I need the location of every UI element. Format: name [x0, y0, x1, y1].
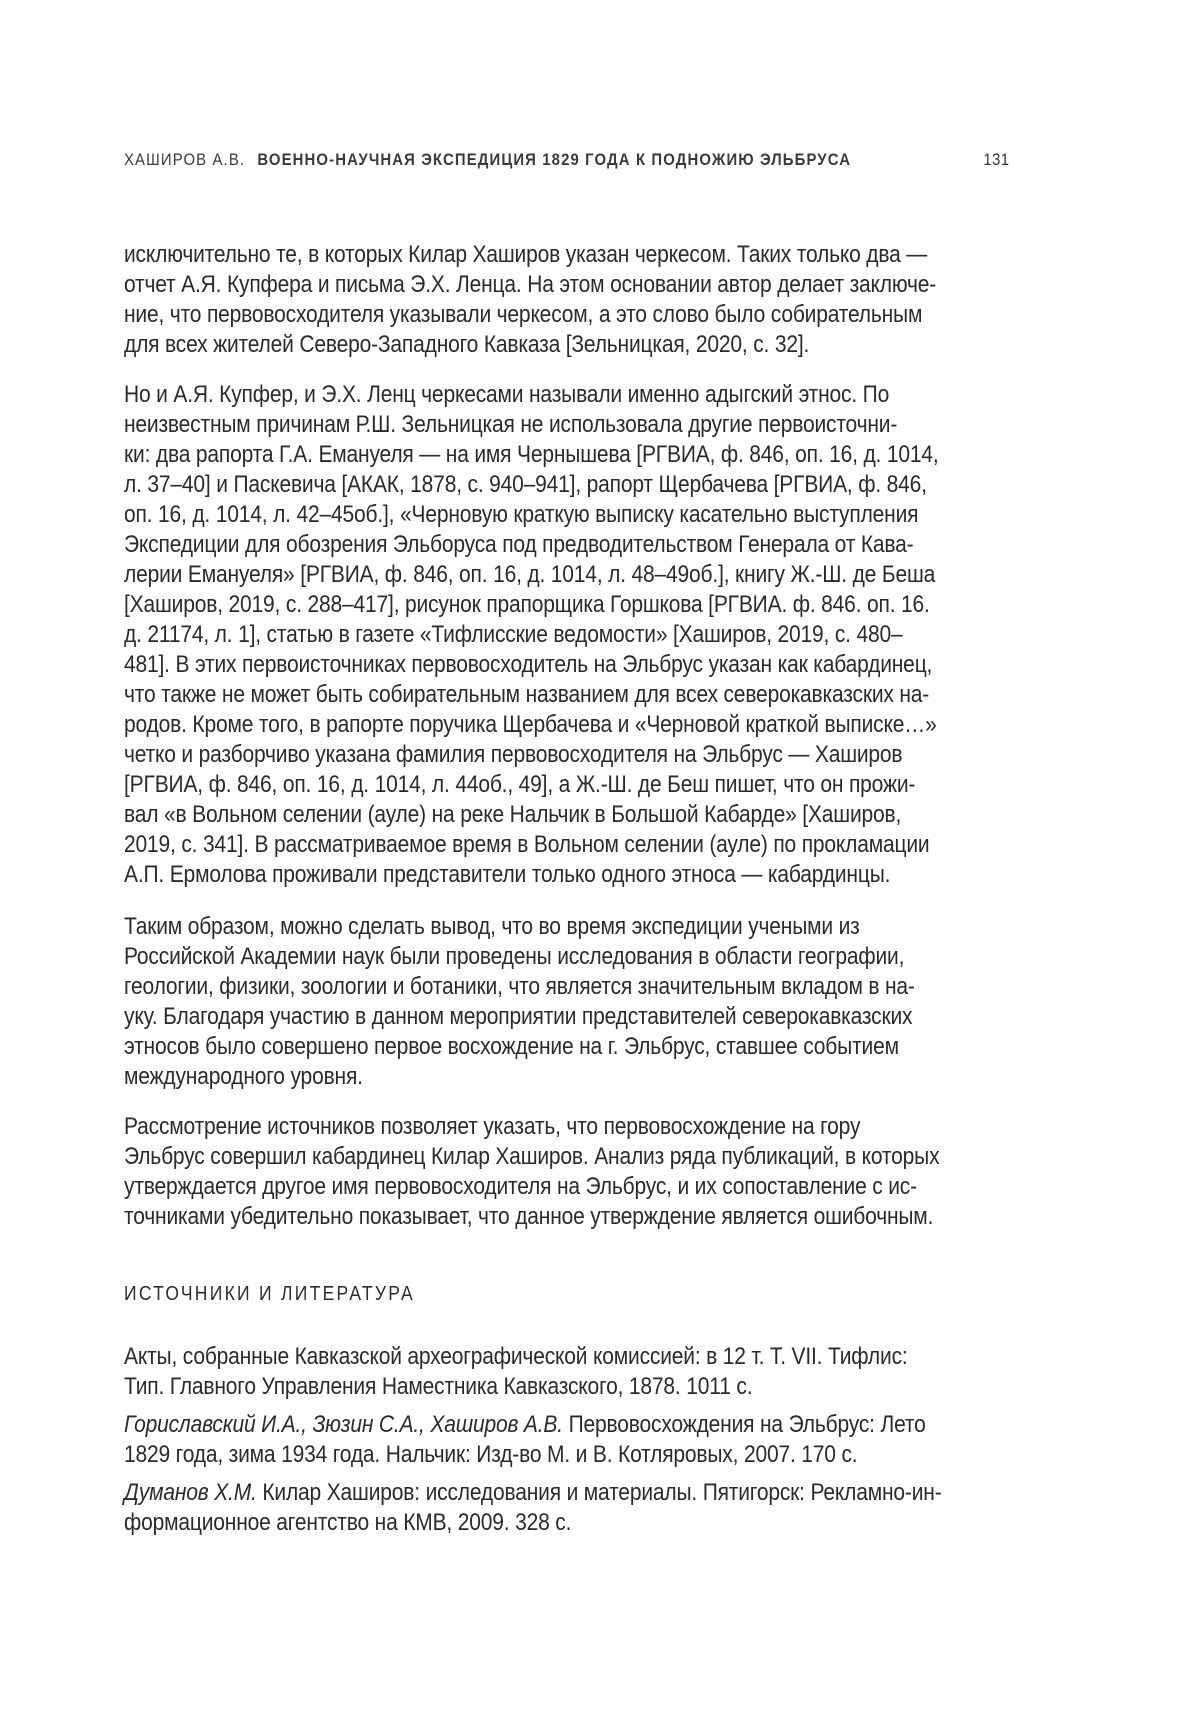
paragraph-4: Рассмотрение источников позволяет указать, что первовосхождение на гору Эльбрус совершил кабардинец Килар Хаширов. Анализ ряда публикаций, в которых утверждается другое имя первовосходителя на Эльбрус, и их сопоставление с ис- точниками убедительно показывает, что данное утверждение является ошибочным. — [124, 1113, 940, 1230]
paragraph-1: исключительно те, в которых Килар Хаширов указан черкесом. Таких только два — отчет А.Я. Купфера и письма Э.Х. Ленца. На этом основании автор делает заключе- ние, что первовосходителя указывали черкесом, а это слово было собирательным для всех жителей Северо-Западного Кавказа [Зельницкая, 2020, с. 32]. — [124, 241, 937, 358]
sources-and-literature-heading: ИСТОЧНИКИ И ЛИТЕРАТУРА — [124, 1283, 415, 1305]
bib-entry-authors: Гориславский И.А., Зюзин С.А., Хаширов А.В. — [124, 1411, 563, 1438]
text-column — [124, 150, 1010, 1538]
paragraph-3: Таким образом, можно сделать вывод, что во время экспедиции учеными из Российской Академии наук были проведены исследования в области географии, геологии, физики, зоологии и ботаники, что является значительным вкладом в на- уку. Благодаря участию в данном мероприятии представителей северокавказских этносов было совершено первое восхождение на г. Эльбрус, ставшее событием международного уровня. — [124, 913, 915, 1090]
bib-entry-text: Акты, собранные Кавказской археографической комиссией: в 12 т. Т. VII. Тифлис: Тип. Главного Управления Наместника Кавказского, 1878. 1011 с. — [124, 1343, 908, 1400]
running-header — [124, 150, 1010, 170]
page-number: 131 — [983, 150, 1010, 169]
header-article-title: ВОЕННО-НАУЧНАЯ ЭКСПЕДИЦИЯ 1829 ГОДА К ПОДНОЖИЮ ЭЛЬБРУСА — [257, 150, 852, 169]
bib-entry-authors: Думанов Х.М. — [124, 1479, 257, 1506]
bibliography-entry — [124, 1410, 1010, 1470]
bibliography-entry — [124, 1342, 1010, 1402]
header-author: ХАШИРОВ А.В. — [124, 150, 246, 169]
paragraph-2: Но и А.Я. Купфер, и Э.Х. Ленц черкесами называли именно адыгский этнос. По неизвестным причинам Р.Ш. Зельницкая не использовала другие первоисточни- ки: два рапорта Г.А. Емануеля — на имя Чернышева [РГВИА, ф. 846, оп. 16, д. 1014, л. 37–40] и Паскевича [АКАК, 1878, с. 940–941], рапорт Щербачева [РГВИА, ф. 846, оп. 16, д. 1014, л. 42–45об.], «Черновую краткую выписку касательно выступления Экспедиции для обозрения Эльборуса под предводительством Генерала от Кава- лерии Емануеля» [РГВИА, ф. 846, оп. 16, д. 1014, л. 48–49об.], книгу Ж.-Ш. де Беша [Хаширов, 2019, с. 288–417], рисунок прапорщика Горшкова [РГВИА. ф. 846. оп. 16. д. 21174, л. 1], статью в газете «Тифлисские ведомости» [Хаширов, 2019, с. 480– 481]. В этих первоисточниках первовосходитель на Эльбрус указан как кабардинец, что также не может быть собирательным названием для всех северокавказских на- родов. Кроме того, в рапорте поручика Щербачева и «Черновой краткой выписке…» четко и разборчиво указана фамилия первовосходителя на Эльбрус — Хаширов [РГВИА, ф. 846, оп. 16, д. 1014, л. 44об., 49], а Ж.-Ш. де Беш пишет, что он прожи- вал «в Вольном селении (ауле) на реке Нальчик в Большой Кабарде» [Хаширов, 2019, с. 341]. В рассматриваемое время в Вольном селении (ауле) по прокламации А.П. Ермолова проживали представители только одного этноса — кабардинцы. — [124, 381, 939, 888]
bib-entry-text: Первовосхождения на Эльбрус: Лето 1829 года, зима 1934 года. Нальчик: Изд-во М. и В. Котляровых, 2007. 170 с. — [124, 1411, 926, 1468]
bib-entry-text: Килар Хаширов: исследования и материалы. Пятигорск: Рекламно-ин- формационное агентство на КМВ, 2009. 328 с. — [124, 1479, 942, 1536]
running-header-left — [124, 150, 851, 170]
bibliography-entry — [124, 1478, 1010, 1538]
